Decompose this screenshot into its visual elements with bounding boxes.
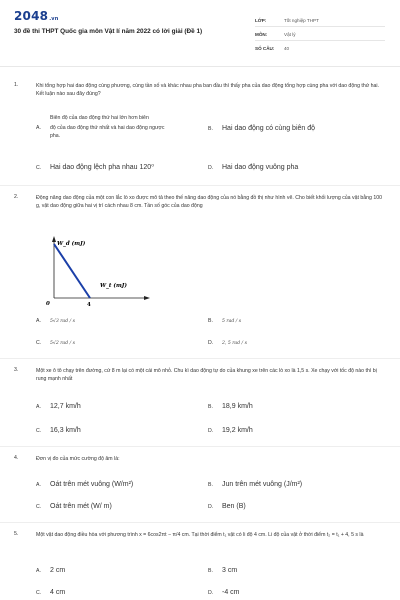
question-1-option-d[interactable] [208,164,298,171]
question-number: 5. [14,531,19,537]
logo-text: 2048 [14,9,49,23]
option-label: C. [36,340,42,346]
meta-count-value: 40 [284,46,290,51]
option-text: 5 rad / s [222,319,242,324]
question-5-option-a[interactable] [36,567,65,574]
question-4-option-b[interactable] [208,481,302,488]
option-text: độ của dao động thứ nhất và hai dao động ngược pha. [50,125,165,139]
question-text: Động năng dao động của một con lắc lò xo được mô tả theo thế năng dao động của nó bằng đồ thị như hình vẽ. Cho biết khối lượng của vật bằng 100 g, vật dao động giữa hai vị trí cách nhau 8 cm. Tần số góc của dao động [36,195,383,210]
question-3-option-b[interactable] [208,403,253,410]
site-logo[interactable] [14,9,59,23]
option-label: A. [36,404,41,410]
option-label: D. [208,504,214,510]
option-text: 5√3 rad / s [50,319,75,324]
option-text: 19,2 km/h [222,427,253,434]
question-divider [0,358,400,359]
meta-class-value: Tốt nghiệp THPT [284,18,319,23]
graph-y-label: W_đ (mJ) [57,241,86,247]
question-2-option-a[interactable] [36,318,75,324]
question-text: Một xe ô tô chạy trên đường, cứ 8 m lại có một cái mô nhỏ. Chu kì dao động tự do của khung xe trên các lò xo là 1,5 s. Xe chạy với tốc độ nào thì bị rung mạnh nhất [36,368,377,383]
option-label: B. [208,126,213,132]
document-title: 30 đề thi THPT Quốc gia môn Vật lí năm 2022 có lời giải (Đề 1) [14,28,203,35]
option-text: 4 cm [50,589,66,596]
question-number: 3. [14,367,19,373]
question-5-option-d[interactable] [208,589,240,596]
energy-graph [46,232,156,308]
x-axis-arrow-icon [144,296,150,300]
question-3-option-d[interactable] [208,427,253,434]
option-text: Ben (B) [222,503,246,510]
option-label: C. [36,504,42,510]
question-number: 2. [14,194,19,200]
option-text: 3 cm [222,567,238,574]
option-label: B. [208,404,213,410]
meta-subject-key: MÔN: [255,32,268,37]
question-4-option-c[interactable] [36,503,112,510]
meta-class-row [255,14,385,27]
question-4-option-a[interactable] [36,481,133,488]
option-a-prefix: Biên độ của dao động thứ hai lớn hơn biên [50,115,149,121]
question-2-option-d[interactable] [208,340,247,346]
graph-origin-label: 0 [46,301,50,307]
meta-count-row [255,42,385,55]
question-5-option-b[interactable] [208,567,237,574]
question-divider [0,446,400,447]
option-text: Jun trên mét vuông (J/m²) [222,481,303,488]
question-divider [0,522,400,523]
option-label: D. [208,340,214,346]
option-text: 2, 5 rad / s [222,341,247,346]
question-divider [0,185,400,186]
option-label: D. [208,165,214,171]
y-axis-arrow-icon [52,236,56,242]
question-text: Một vật dao động điều hòa với phương trình x = 6cos2πt − π/4 cm. Tại thời điểm t₁ vật có li độ 4 cm. Li độ của vật ở thời điểm t₂ = t₁ + 4, 5 s là [36,532,364,538]
page-header [0,0,400,64]
option-label: B. [208,568,213,574]
meta-subject-row [255,28,385,41]
meta-class-key: LỚP: [255,18,267,23]
graph-energy-line [54,244,90,298]
question-text: Đơn vị đo của mức cường độ âm là: [36,456,120,462]
question-5-option-c[interactable] [36,589,65,596]
question-2-option-c[interactable] [36,340,75,346]
graph-x-label: W_t (mJ) [100,283,128,289]
option-text: 5√2 rad / s [50,341,75,346]
option-text: Hai dao động có cùng biên độ [222,125,316,132]
question-3-option-c[interactable] [36,427,81,434]
logo-suffix: .vn [49,16,59,22]
meta-subject-value: Vật lý [284,32,296,37]
option-text: 2 cm [50,567,66,574]
option-label: C. [36,590,42,596]
question-4-option-d[interactable] [208,503,246,510]
question-3-option-a[interactable] [36,403,81,410]
option-text: Oát trên mét vuông (W/m²) [50,481,134,488]
option-label: D. [208,590,214,596]
question-text: Khi tổng hợp hai dao động cùng phương, cùng tần số và khác nhau pha ban đầu thì thấy pha của dao động tổng hợp cùng pha với dao động thứ hai. Kết luận nào sau đây đúng? [36,83,380,98]
option-text: Oát trên mét (W/ m) [50,503,112,510]
option-label: D. [208,428,214,434]
option-label: B. [208,482,213,488]
question-number: 4. [14,455,19,461]
meta-count-key: SỐ CÂU: [255,46,275,51]
question-number: 1. [14,82,19,88]
question-1-option-b[interactable] [208,125,315,132]
option-text: Hai dao động vuông pha [222,164,299,171]
option-label: A. [36,482,41,488]
option-label: A. [36,568,41,574]
option-text: Hai dao động lệch pha nhau 120⁰ [50,164,155,171]
option-label: C. [36,165,42,171]
question-1-option-a[interactable] [36,124,196,140]
option-label: A. [36,318,41,324]
option-label: B. [208,318,213,324]
option-label: C. [36,428,42,434]
option-text: 16,3 km/h [50,427,81,434]
option-label: A. [36,125,41,131]
question-1-option-c[interactable] [36,163,154,171]
question-2-option-b[interactable] [208,318,241,324]
option-text: -4 cm [222,589,240,596]
option-text: 12,7 km/h [50,403,81,410]
header-divider [0,66,400,67]
option-text: 18,9 km/h [222,403,253,410]
graph-x-tick: 4 [87,302,91,308]
